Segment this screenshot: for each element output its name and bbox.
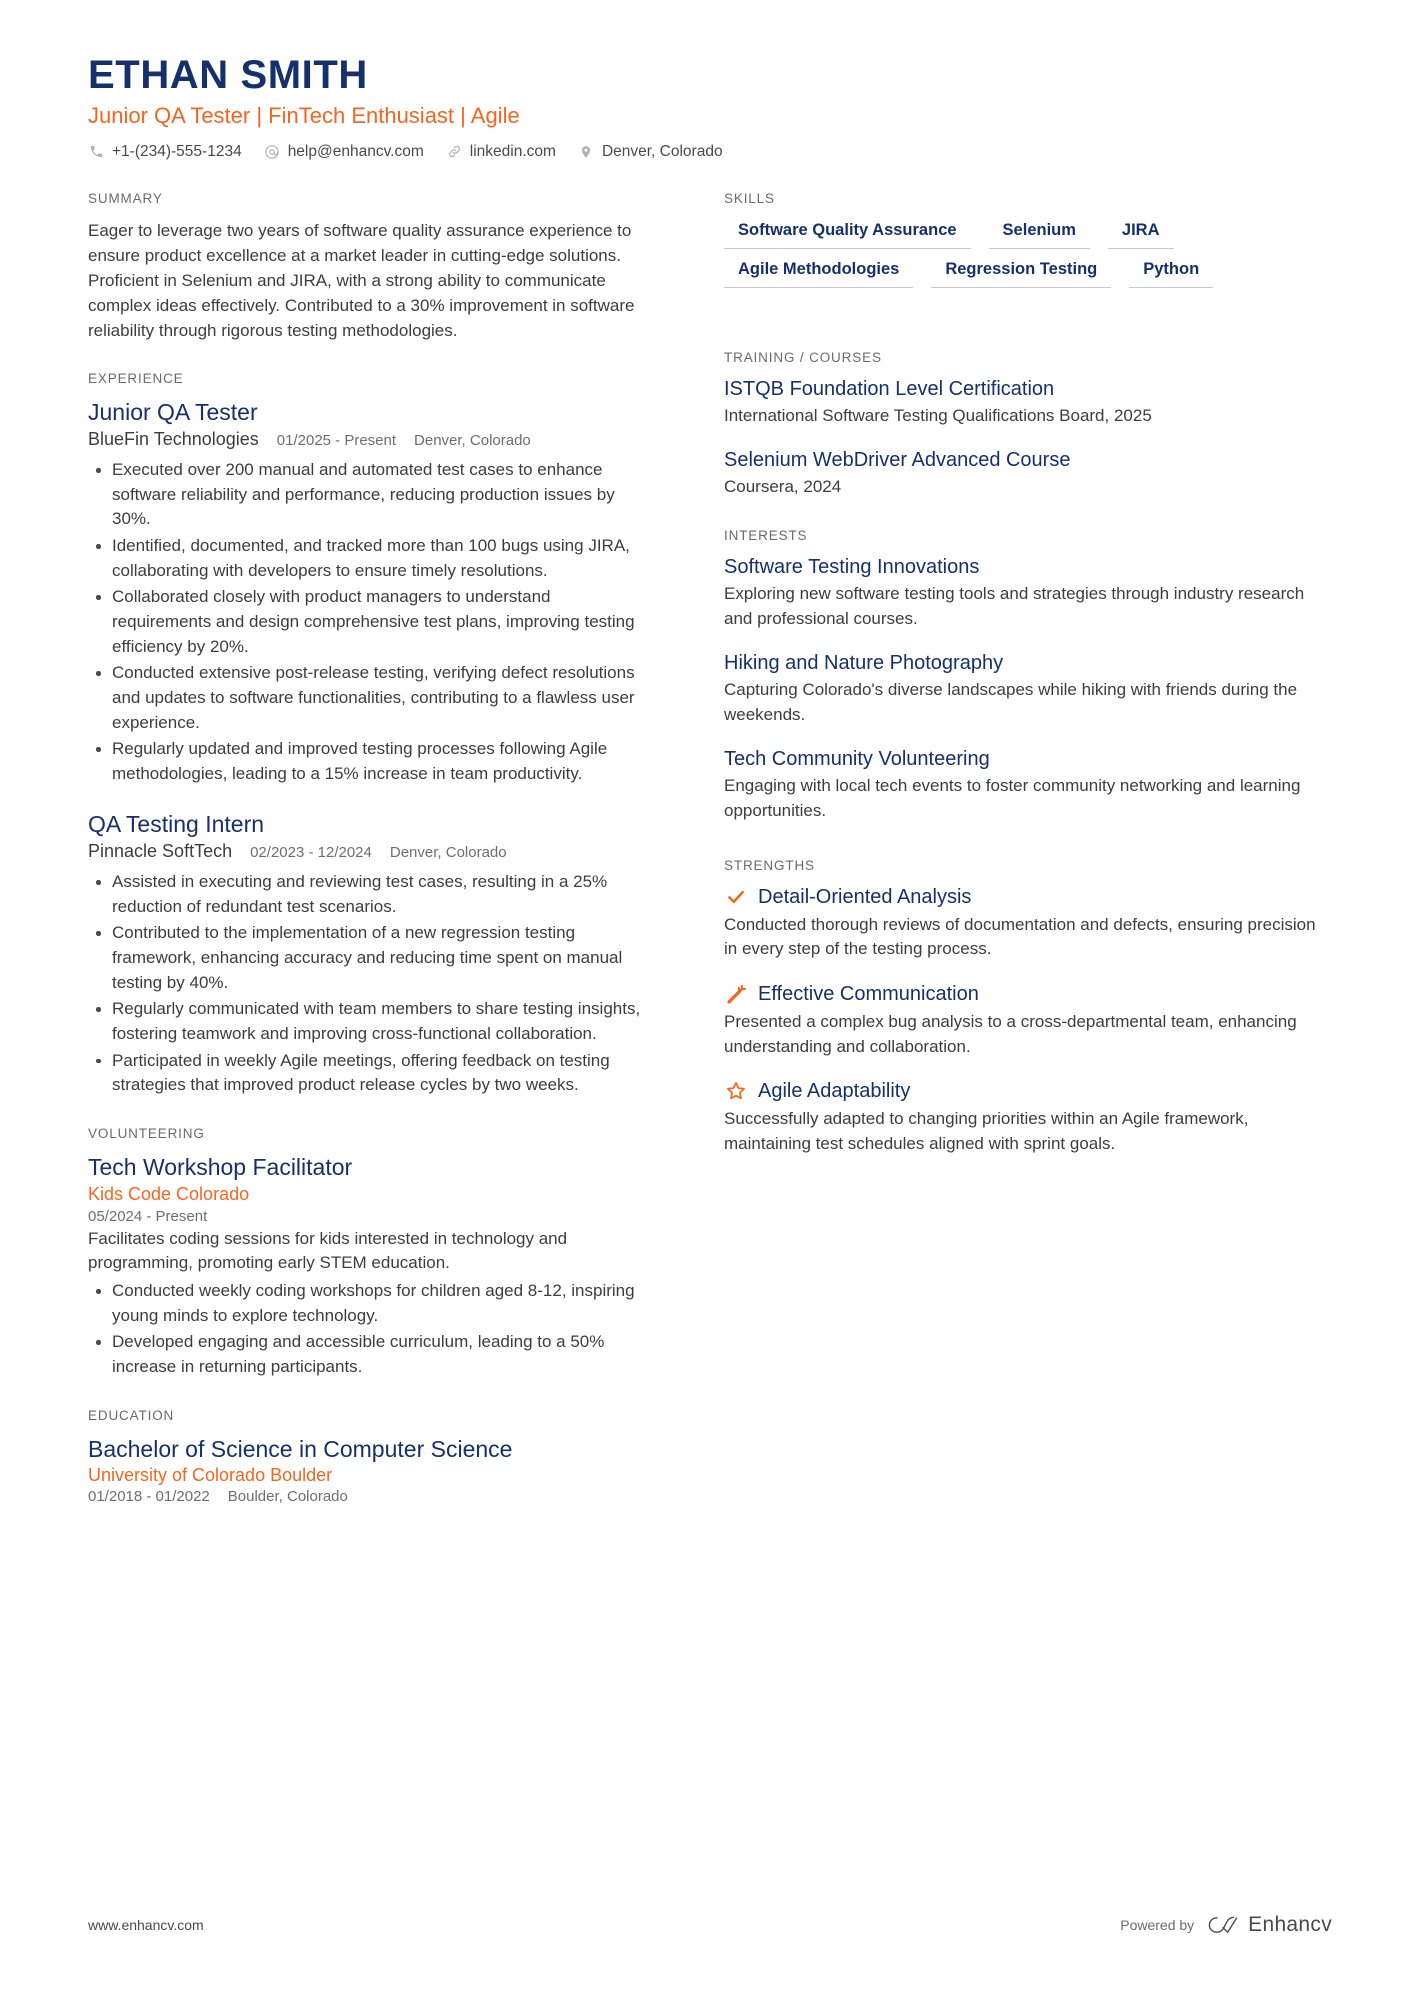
list-item: Regularly communicated with team members to share testing insights, fostering teamwork and improving cross-functional collaboration. [88, 997, 652, 1046]
left-column [88, 191, 688, 1534]
list-item: Regularly updated and improved testing processes following Agile methodologies, leading to a 15% increase in team productivity. [88, 737, 652, 786]
volunteering-organization: Kids Code Colorado [88, 1183, 250, 1204]
star-icon [724, 1080, 748, 1102]
strength-name: Effective Communication [758, 983, 979, 1005]
section-training [724, 350, 1332, 500]
training-entry [724, 377, 1332, 429]
list-item: Identified, documented, and tracked more than 100 bugs using JIRA, collaborating with developers to ensure timely resolutions. [88, 534, 652, 583]
skill-item: Regression Testing [931, 257, 1111, 288]
training-name: ISTQB Foundation Level Certification [724, 377, 1055, 400]
interest-entry [724, 747, 1332, 823]
list-item: Contributed to the implementation of a new regression testing framework, enhancing accuracy and reducing time spent on manual testing by 40%. [88, 921, 652, 995]
volunteering-bullets [88, 1279, 652, 1380]
email-icon [264, 143, 281, 160]
skills-list [724, 218, 1332, 288]
list-item: Conducted extensive post-release testing, verifying defect resolutions and updates to software functionalities, contributing to a flawless user experience. [88, 661, 652, 735]
section-education [88, 1408, 652, 1506]
experience-meta [88, 429, 652, 450]
section-summary [88, 191, 652, 344]
strength-entry [724, 982, 1332, 1059]
skill-item: Software Quality Assurance [724, 218, 971, 249]
volunteering-dates: 05/2024 - Present [88, 1207, 208, 1225]
experience-bullets [88, 458, 652, 786]
right-column [688, 191, 1332, 1185]
strength-detail: Conducted thorough reviews of documentation and defects, ensuring precision in every step of the testing process. [724, 914, 1316, 959]
volunteering-description: Facilitates coding sessions for kids interested in technology and programming, promoting early STEM education. [88, 1228, 568, 1273]
contact-location [578, 143, 723, 161]
training-detail: International Software Testing Qualifications Board, 2025 [724, 405, 1152, 425]
candidate-name: ETHAN SMITH [88, 53, 368, 97]
list-item: Conducted weekly coding workshops for children aged 8-12, inspiring young minds to explore technology. [88, 1279, 652, 1328]
experience-role: Junior QA Tester [88, 399, 258, 426]
strength-header [724, 1079, 1332, 1103]
checkmark-icon [724, 886, 748, 908]
experience-entry [88, 810, 652, 1098]
resume-footer [88, 1913, 1332, 1937]
experience-company: Pinnacle SoftTech [88, 841, 233, 862]
experience-meta [88, 841, 652, 862]
education-location: Boulder, Colorado [227, 1488, 348, 1506]
interest-name: Tech Community Volunteering [724, 748, 990, 771]
section-interests [724, 528, 1332, 824]
section-experience [88, 371, 652, 1098]
training-entry [724, 448, 1332, 500]
strength-header [724, 885, 1332, 909]
experience-dates: 02/2023 - 12/2024 [250, 844, 372, 862]
brand-name: Enhancv [1248, 1913, 1332, 1936]
interest-detail: Capturing Colorado's diverse landscapes while hiking with friends during the weekends. [724, 680, 1298, 724]
section-skills [724, 191, 1332, 288]
contact-email[interactable] [264, 143, 424, 161]
summary-title: SUMMARY [88, 190, 163, 206]
link-icon [446, 143, 463, 160]
strength-name: Agile Adaptability [758, 1080, 911, 1103]
strengths-title: STRENGTHS [724, 857, 815, 873]
strength-entry [724, 885, 1332, 962]
experience-company: BlueFin Technologies [88, 429, 259, 450]
training-title: TRAINING / COURSES [724, 349, 882, 365]
candidate-headline: Junior QA Tester | FinTech Enthusiast | Agile [88, 103, 520, 128]
interest-name: Software Testing Innovations [724, 555, 980, 578]
contact-phone-value: +1-(234)-555-1234 [112, 142, 242, 160]
footer-url[interactable]: www.enhancv.com [88, 1917, 204, 1933]
volunteering-role: Tech Workshop Facilitator [88, 1153, 353, 1180]
education-entry [88, 1435, 652, 1506]
list-item: Executed over 200 manual and automated test cases to enhance software reliability and performance, reducing production issues by 30%. [88, 458, 652, 532]
resume-body [88, 191, 1332, 1534]
training-name: Selenium WebDriver Advanced Course [724, 449, 1071, 472]
contact-row [88, 143, 1332, 161]
strength-detail: Successfully adapted to changing priorities within an Agile framework, maintaining test schedules aligned with sprint goals. [724, 1109, 1249, 1153]
strength-detail: Presented a complex bug analysis to a cross-departmental team, enhancing understanding and collaboration. [724, 1012, 1297, 1056]
education-dates: 01/2018 - 01/2022 [88, 1488, 210, 1506]
list-item: Collaborated closely with product managers to understand requirements and design comprehensive test plans, improving testing efficiency by 20%. [88, 585, 652, 659]
education-school: University of Colorado Boulder [88, 1465, 333, 1486]
list-item: Assisted in executing and reviewing test cases, resulting in a 25% reduction of redundant test scenarios. [88, 870, 652, 919]
experience-location: Denver, Colorado [389, 844, 507, 862]
education-degree: Bachelor of Science in Computer Science [88, 1435, 513, 1462]
skill-item: Agile Methodologies [724, 257, 913, 288]
interest-detail: Engaging with local tech events to foster community networking and learning opportunities. [724, 776, 1301, 821]
skill-item: Python [1129, 257, 1213, 288]
interest-detail: Exploring new software testing tools and strategies through industry research and professional courses. [724, 583, 1305, 628]
interest-entry [724, 651, 1332, 727]
skills-title: SKILLS [724, 190, 775, 206]
experience-entry [88, 398, 652, 786]
contact-phone[interactable] [88, 143, 242, 161]
skill-item: Selenium [989, 218, 1090, 249]
interest-entry [724, 555, 1332, 631]
education-meta [88, 1488, 652, 1505]
contact-location-value: Denver, Colorado [601, 142, 723, 160]
volunteering-title: VOLUNTEERING [88, 1125, 205, 1141]
experience-title: EXPERIENCE [88, 371, 184, 387]
interests-title: INTERESTS [724, 527, 808, 543]
strength-header [724, 982, 1332, 1006]
list-item: Participated in weekly Agile meetings, offering feedback on testing strategies that improved product release cycles by two weeks. [88, 1049, 652, 1098]
contact-link-value: linkedin.com [469, 142, 556, 160]
strength-entry [724, 1079, 1332, 1156]
list-item: Developed engaging and accessible curriculum, leading to a 50% increase in returning participants. [88, 1330, 652, 1379]
phone-icon [88, 143, 105, 160]
skill-item: JIRA [1108, 218, 1174, 249]
experience-dates: 01/2025 - Present [276, 432, 397, 450]
volunteering-entry [88, 1153, 652, 1380]
section-volunteering [88, 1126, 652, 1380]
summary-text: Eager to leverage two years of software quality assurance experience to ensure product excellence at a market leader in cutting-edge solutions. Proficient in Selenium and JIRA, with a strong ability to communicate complex ideas effectively. Contributed to a 30% improvement in software reliability through rigorous testing methodologies. [88, 220, 635, 341]
enhancv-logo [1206, 1913, 1332, 1937]
experience-location: Denver, Colorado [414, 432, 531, 450]
contact-link[interactable] [446, 143, 556, 161]
experience-bullets [88, 870, 652, 1098]
magic-wand-icon [724, 983, 748, 1005]
resume-header [88, 52, 1332, 161]
section-strengths [724, 858, 1332, 1157]
contact-email-value: help@enhancv.com [287, 142, 424, 160]
experience-role: QA Testing Intern [88, 811, 265, 838]
location-icon [578, 143, 595, 160]
interest-name: Hiking and Nature Photography [724, 652, 1004, 675]
footer-brand [1120, 1913, 1332, 1937]
powered-by-label: Powered by [1120, 1917, 1195, 1933]
training-detail: Coursera, 2024 [724, 477, 842, 497]
education-title: EDUCATION [88, 1407, 175, 1423]
enhancv-mark-icon [1206, 1913, 1240, 1937]
strength-name: Detail-Oriented Analysis [758, 885, 972, 908]
